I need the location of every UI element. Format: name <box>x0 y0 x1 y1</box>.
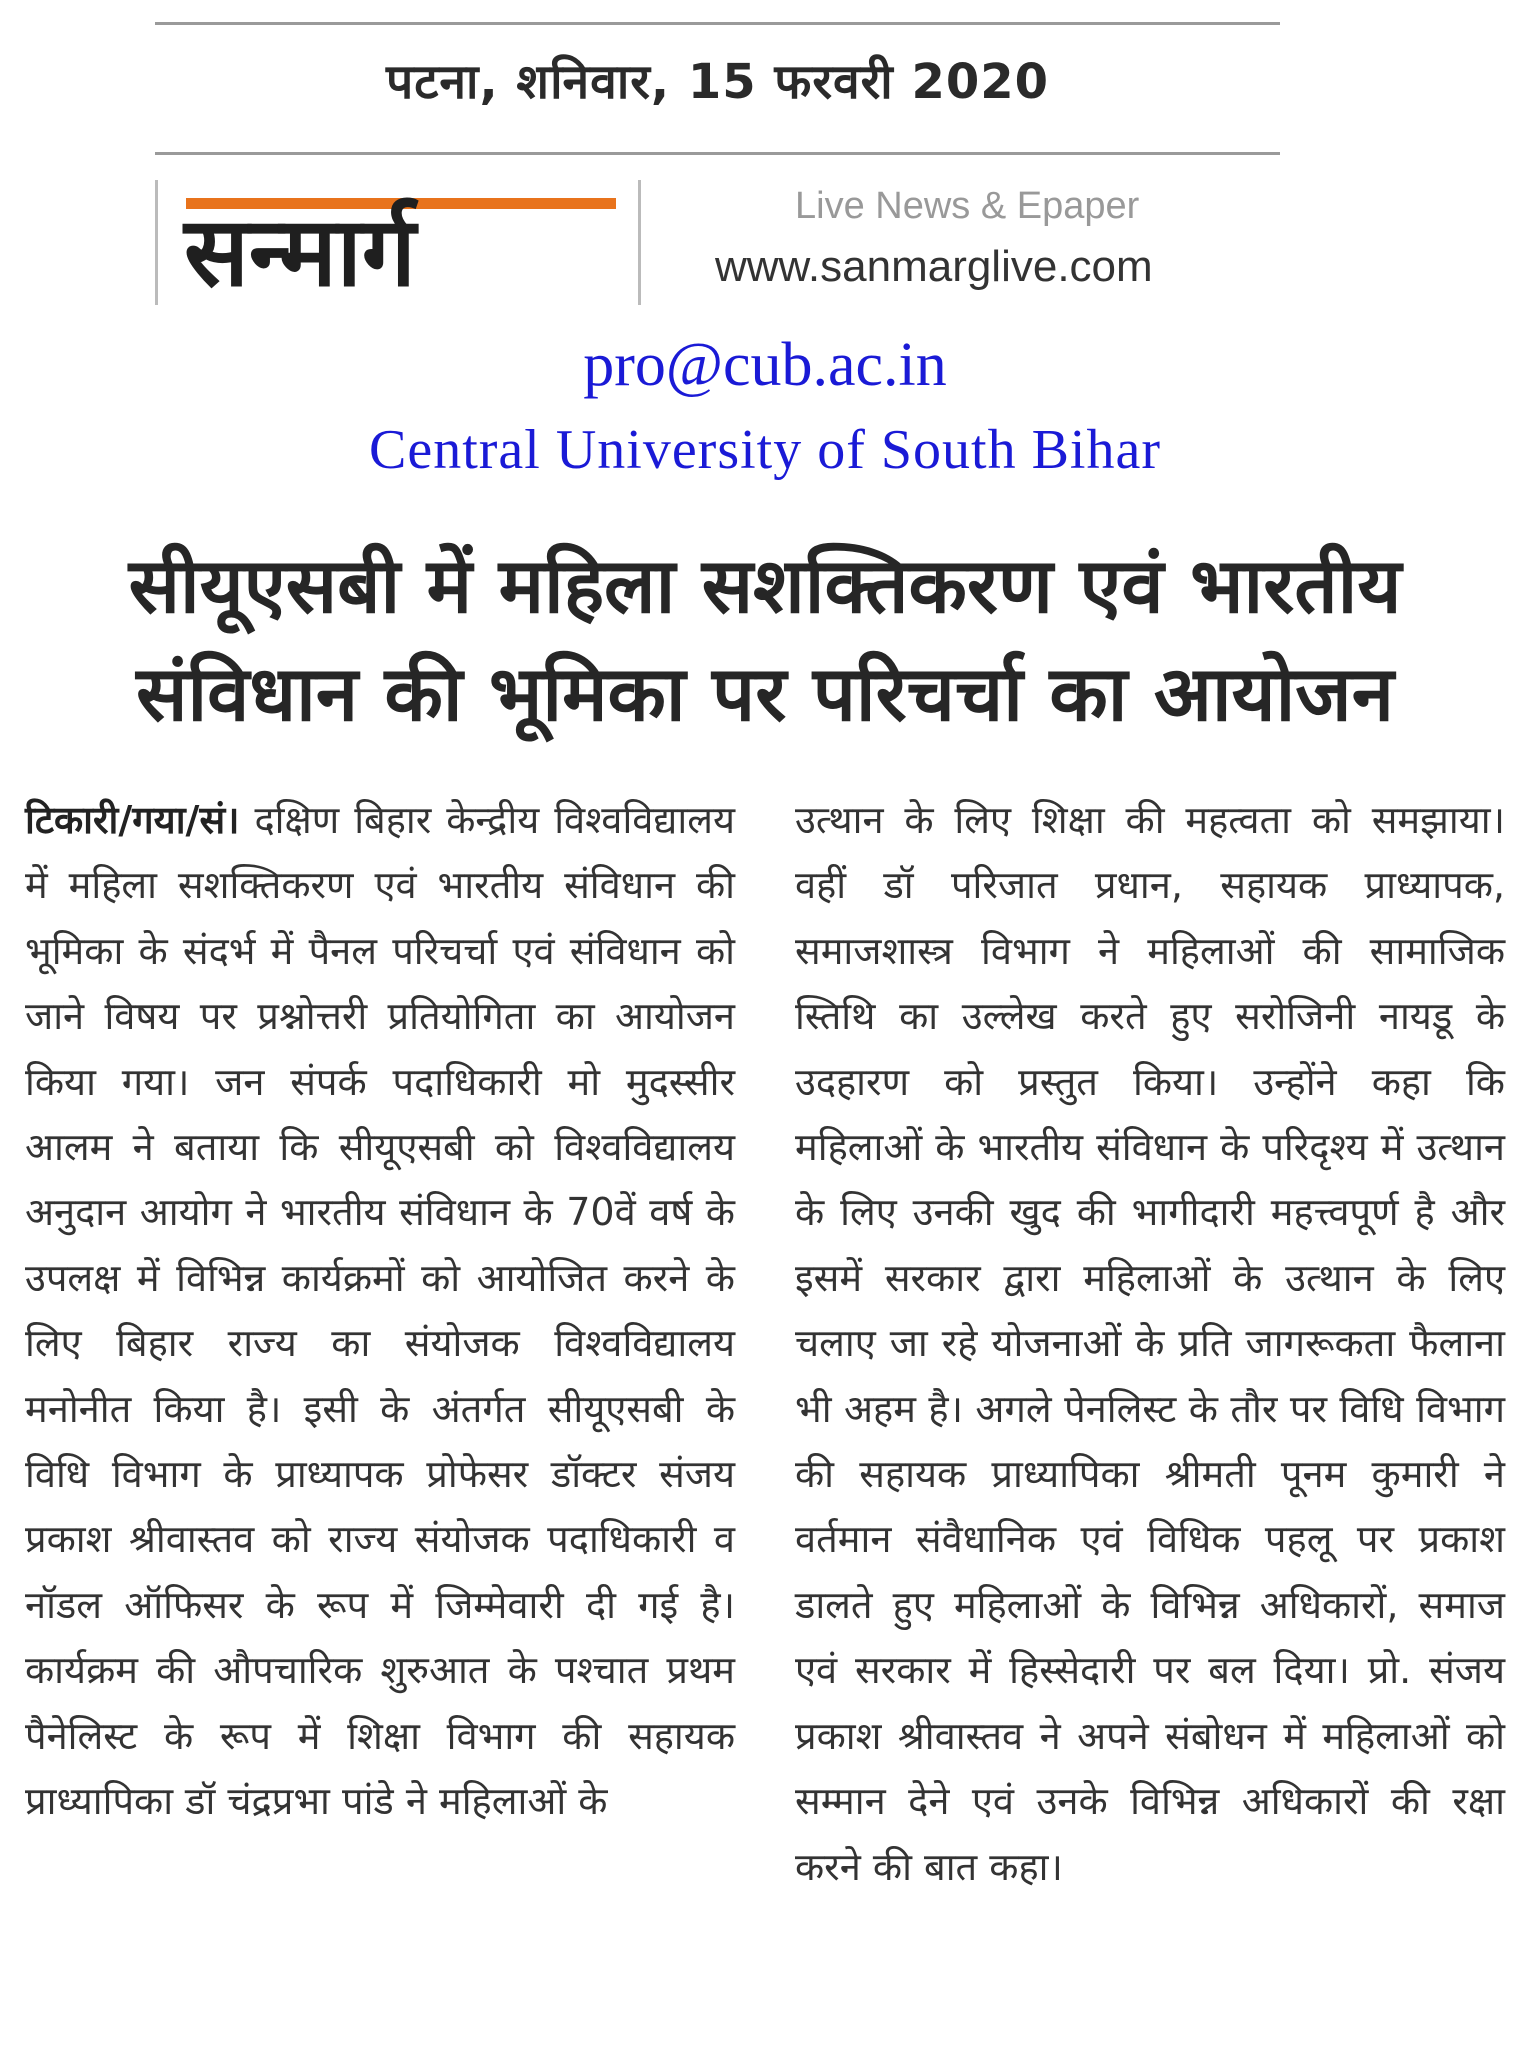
top-rule <box>155 22 1280 25</box>
article-headline <box>60 532 1470 748</box>
headline-line-2: संविधान की भूमिका पर परिचर्चा का आयोजन <box>136 649 1394 738</box>
article-paragraph-left <box>25 788 735 1835</box>
headline-line-1: सीयूएसबी में महिला सशक्तिकरण एवं भारतीय <box>128 541 1402 630</box>
article-column-right <box>795 788 1505 1900</box>
dateline-rule <box>155 152 1280 155</box>
university-name: Central University of South Bihar <box>368 419 1161 481</box>
article-text-left: दक्षिण बिहार केन्द्रीय विश्वविद्यालय में महिला सशक्तिकरण एवं भारतीय संविधान की भूमिका के संदर्भ में पैनल परिचर्चा एवं संविधान को जाने विषय पर प्रश्नोत्तरी प्रतियोगिता का आयोजन किया गया। जन संपर्क पदाधिकारी मो मुदस्सीर आलम ने बताया कि सीयूएसबी को विश्वविद्यालय अनुदान आयोग ने भारतीय संविधान के 70वें वर्ष के उपलक्ष में विभिन्न कार्यक्रमों को आयोजित करने के लिए बिहार राज्य का संयोजक विश्वविद्यालय मनोनीत किया है। इसी के अंतर्गत सीयूएसबी के विधि विभाग के प्राध्यापक प्रोफेसर डॉक्टर संजय प्रकाश श्रीवास्तव को राज्य संयोजक पदाधिकारी व नॉडल ऑफिसर के रूप में जिम्मेवारी दी गई है। कार्यक्रम की औपचारिक शुरुआत के पश्चात प्रथम पैनेलिस्ट के रूप में शिक्षा विभाग की सहायक प्राध्यापिका डॉ चंद्रप्रभा पांडे ने महिलाओं के <box>25 798 735 1824</box>
masthead <box>155 180 1280 310</box>
contact-email: pro@cub.ac.in <box>583 331 947 399</box>
logo-text: सन्मार्ग <box>184 196 416 308</box>
article-paragraph-right: उत्थान के लिए शिक्षा की महत्वता को समझाया। वहीं डॉ परिजात प्रधान, सहायक प्राध्यापक, समाजशास्त्र विभाग ने महिलाओं की सामाजिक स्तिथि का उल्लेख करते हुए सरोजिनी नायडू के उदहारण को प्रस्तुत किया। उन्होंने कहा कि महिलाओं के भारतीय संविधान के परिदृश्य में उत्थान के लिए उनकी खुद की भागीदारी महत्त्वपूर्ण है और इसमें सरकार द्वारा महिलाओं के उत्थान के लिए चलाए जा रहे योजनाओं के प्रति जागरूकता फैलाना भी अहम है। अगले पेनलिस्ट के तौर पर विधि विभाग की सहायक प्राध्यापिका श्रीमती पूनम कुमारी ने वर्तमान संवैधानिक एवं विधिक पहलू पर प्रकाश डालते हुए महिलाओं के विभिन्न अधिकारों, समाज एवं सरकार में हिस्सेदारी पर बल दिया। प्रो. संजय प्रकाश श्रीवास्तव ने अपने संबोधन में महिलाओं को सम्मान देने एवं उनके विभिन्न अधिकारों की रक्षा करने की बात कहा। <box>795 798 1505 1889</box>
article-byline: टिकारी/गया/सं। <box>25 798 240 842</box>
dateline: पटना, शनिवार, 15 फरवरी 2020 <box>385 54 1050 110</box>
masthead-website: www.sanmarglive.com <box>715 242 1153 291</box>
masthead-tagline: Live News & Epaper <box>795 185 1140 227</box>
newspaper-logo <box>155 180 641 308</box>
article-column-left <box>25 788 735 1835</box>
